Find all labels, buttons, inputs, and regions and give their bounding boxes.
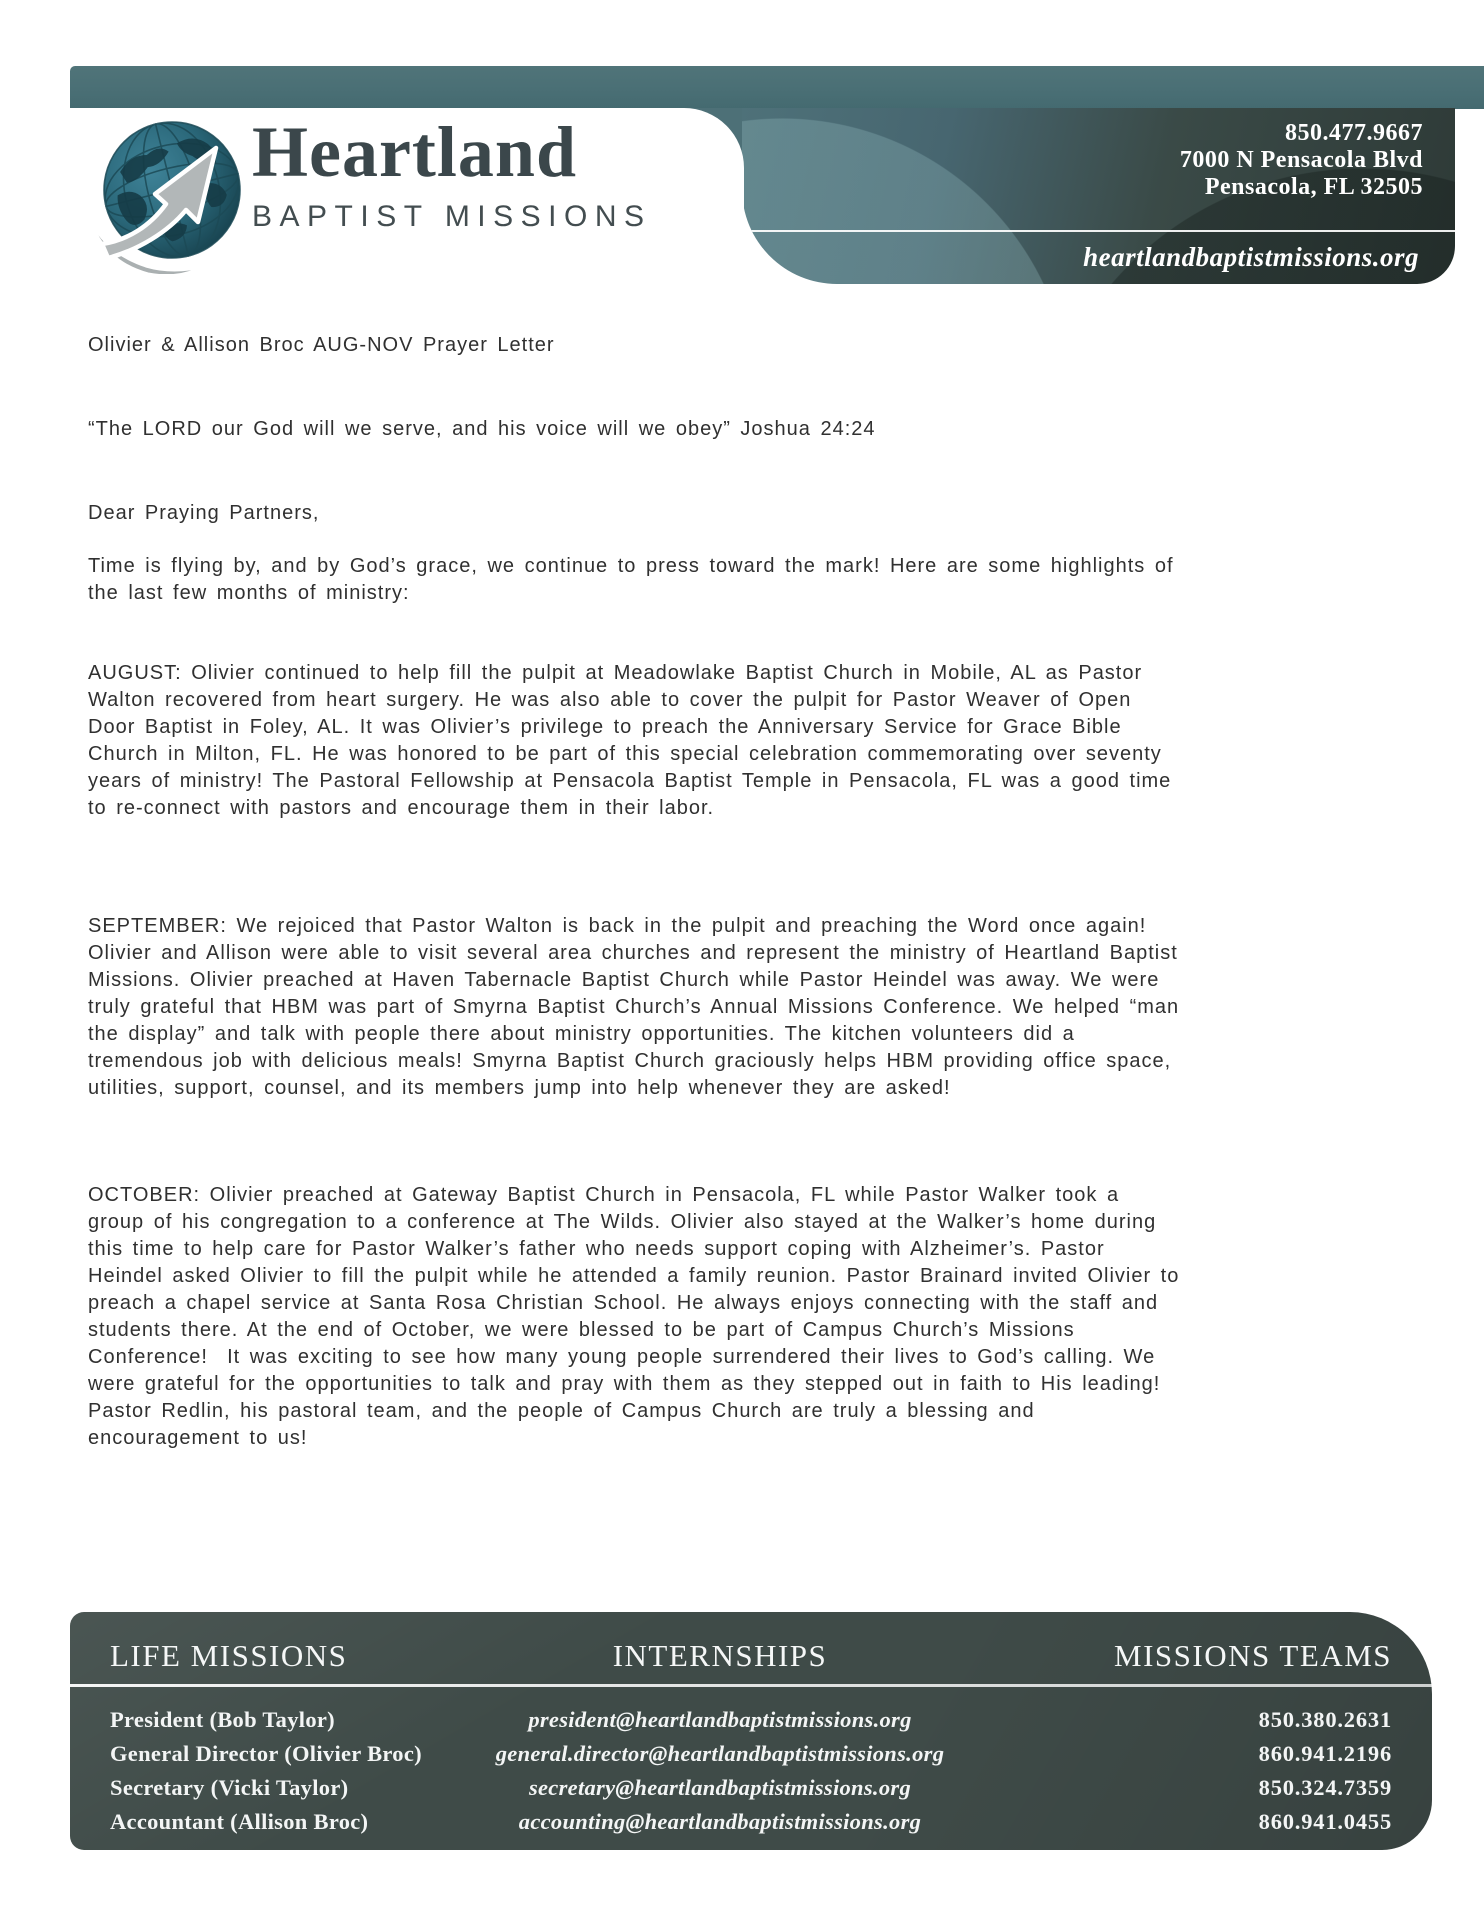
logo-subtitle: BAPTIST MISSIONS [252, 200, 652, 233]
logo-text [252, 108, 732, 234]
footer-panel [70, 1612, 1432, 1850]
footer-row [110, 1771, 1392, 1805]
footer-role: Secretary (Vicki Taylor) [110, 1775, 349, 1800]
letter-paragraph-august: AUGUST: Olivier continued to help fill the pulpit at Meadowlake Baptist Church in Mobile, AL as Pastor Walton recovered from heart surgery. He was also able to cover the pulpit for Pastor Weaver of Open Door Baptist in Foley, AL. It was Olivier’s privilege to preach the Anniversary Service for Grace Bible Church in Milton, FL. He was honored to be part of this special celebration commemorating over seventy years of ministry! The Pastoral Fellowship at Pensacola Baptist Temple in Pensacola, FL was a good time to re-connect with pastors and encourage them in their labor. [88, 662, 1181, 819]
footer-phone: 860.941.2196 [1258, 1741, 1392, 1766]
contact-address-line1: 7000 N Pensacola Blvd [1179, 147, 1423, 173]
footer-email: president@heartlandbaptistmissions.org [528, 1707, 912, 1732]
footer-phone: 860.941.0455 [1258, 1809, 1392, 1834]
footer-role: General Director (Olivier Broc) [110, 1741, 422, 1766]
contact-phone: 850.477.9667 [1285, 120, 1423, 146]
footer-role: President (Bob Taylor) [110, 1707, 335, 1732]
letter-paragraph-october: OCTOBER: Olivier preached at Gateway Baptist Church in Pensacola, FL while Pastor Walker took a group of his congregation to a conference at The Wilds. Olivier also stayed at the Walker’s home during this time to help care for Pastor Walker’s father who needs support coping with Alzheimer’s. Pastor Heindel asked Olivier to fill the pulpit while he attended a family reunion. Pastor Brainard invited Olivier to preach a chapel service at Santa Rosa Christian School. He always enjoys connecting with the staff and students there. At the end of October, we were blessed to be part of Campus Church’s Missions Conference! It was exciting to see how many young people surrendered their lives to God’s calling. We were grateful for the opportunities to talk and pray with them as they stepped out in faith to His leading! Pastor Redlin, his pastoral team, and the people of Campus Church are truly a blessing and encouragement to us! [88, 1184, 1189, 1449]
header-panel [742, 108, 1455, 284]
letter-paragraph-september: SEPTEMBER: We rejoiced that Pastor Walton is back in the pulpit and preaching the Word once again! Olivier and Allison were able to visit several area churches and represent the ministry of Heartland Baptist Missions. Olivier preached at Haven Tabernacle Baptist Church while Pastor Heindel was away. We were truly grateful that HBM was part of Smyrna Baptist Church’s Annual Missions Conference. We helped “man the display” and talk with people there about ministry opportunities. The kitchen volunteers did a tremendous job with delicious meals! Smyrna Baptist Church graciously helps HBM providing office space, utilities, support, counsel, and its members jump into help whenever they are asked! [88, 915, 1189, 1099]
footer-row [110, 1703, 1392, 1737]
footer-email: secretary@heartlandbaptistmissions.org [528, 1775, 912, 1800]
footer-role: Accountant (Allison Broc) [110, 1809, 369, 1834]
footer-email: general.director@heartlandbaptistmissions.org [495, 1741, 945, 1766]
footer-email: accounting@heartlandbaptistmissions.org [518, 1809, 922, 1834]
logo-box [0, 108, 744, 294]
website-url: heartlandbaptistmissions.org [1083, 242, 1419, 272]
footer-header-internships: INTERNSHIPS [612, 1638, 828, 1673]
logo-name: Heartland [252, 112, 577, 192]
footer-row [110, 1737, 1392, 1771]
footer-header-life-missions: LIFE MISSIONS [110, 1638, 348, 1673]
footer-phone: 850.380.2631 [1258, 1707, 1392, 1732]
letter-salutation: Dear Praying Partners, [88, 502, 320, 524]
contact-address-line2: Pensacola, FL 32505 [1204, 174, 1423, 200]
letter-paragraph-intro: Time is flying by, and by God’s grace, we continue to press toward the mark! Here are some highlights of the last few months of ministry: [88, 555, 1184, 604]
footer-header-missions-teams: MISSIONS TEAMS [1114, 1638, 1392, 1673]
footer-rows [70, 1687, 1432, 1839]
header-divider-line [742, 230, 1455, 232]
header-top-bar [70, 66, 1484, 109]
footer-phone: 850.324.7359 [1258, 1775, 1392, 1800]
letter-title: Olivier & Allison Broc AUG-NOV Prayer Letter [88, 334, 555, 356]
letter-verse: “The LORD our God will we serve, and his voice will we obey” Joshua 24:24 [88, 418, 876, 440]
globe-arrow-icon [96, 116, 248, 274]
footer-row [110, 1805, 1392, 1839]
footer-headers [70, 1612, 1432, 1674]
contact-block [1180, 120, 1423, 201]
